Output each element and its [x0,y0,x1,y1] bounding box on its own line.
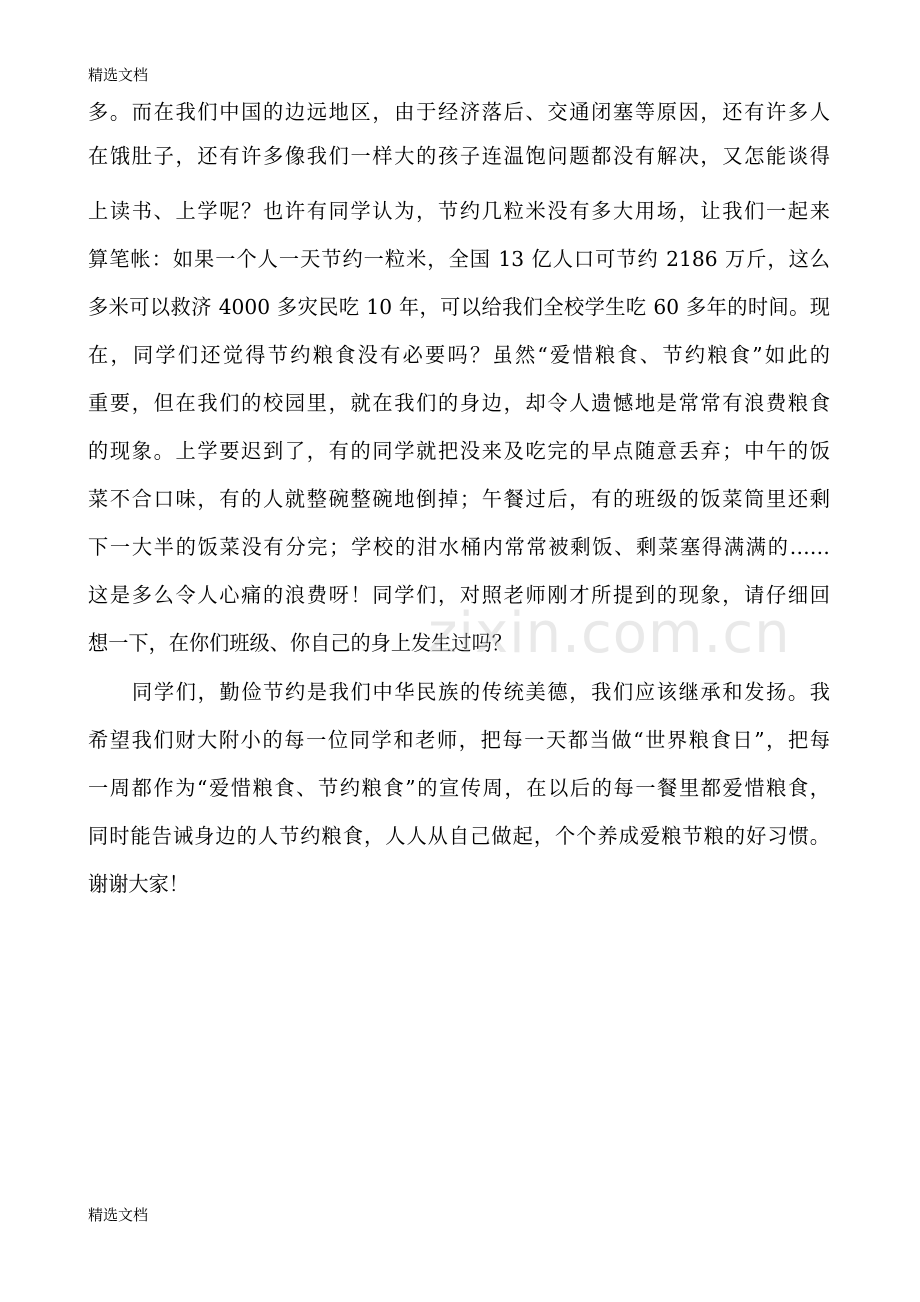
watermark: zixin.com.cn [428,601,791,666]
paragraph-1-line-3: 上读书、上学呢？也许有同学认为，节约几粒米没有多大用场，让我们一起来 [88,199,830,223]
page-header-label: 精选文档 [88,66,149,84]
paragraph-1-line-10: 下一大半的饭菜没有分完；学校的泔水桶内常常被剩饭、剩菜塞得满满的…… [88,535,830,559]
paragraph-2-line-1: 同学们，勤俭节约是我们中华民族的传统美德，我们应该继承和发扬。我 [132,680,830,704]
paragraph-1-line-11: 这是多么令人心痛的浪费呀！同学们，对照老师刚才所提到的现象，请仔细回 [88,583,830,607]
paragraph-1-line-9: 菜不合口味，有的人就整碗整碗地倒掉；午餐过后，有的班级的饭菜筒里还剩 [88,487,830,511]
paragraph-2-line-2: 希望我们财大附小的每一位同学和老师，把每一天都当做“世界粮食日”，把每 [88,728,830,752]
paragraph-2-line-4: 同时能告诫身边的人节约粮食，人人从自己做起，个个养成爱粮节粮的好习惯。 [88,824,830,848]
paragraph-1-line-8: 的现象。上学要迟到了，有的同学就把没来及吃完的早点随意丢弃；中午的饭 [88,439,830,463]
paragraph-1-line-6: 在，同学们还觉得节约粮食没有必要吗？虽然“爱惜粮食、节约粮食”如此的 [88,343,830,367]
paragraph-1-line-7: 重要，但在我们的校园里，就在我们的身边，却令人遗憾地是常常有浪费粮食 [88,391,830,415]
paragraph-1-line-12: 想一下，在你们班级、你自己的身上发生过吗？ [88,631,512,655]
paragraph-1-line-1: 多。而在我们中国的边远地区，由于经济落后、交通闭塞等原因，还有许多人 [88,100,830,124]
paragraph-2-line-3: 一周都作为“爱惜粮食、节约粮食”的宣传周，在以后的每一餐里都爱惜粮食， [88,776,830,800]
paragraph-1-line-4: 算笔帐：如果一个人一天节约一粒米，全国 13 亿人口可节约 2186 万斤，这么 [88,247,830,271]
paragraph-2-line-5: 谢谢大家！ [88,872,189,896]
paragraph-1-line-5: 多米可以救济 4000 多灾民吃 10 年，可以给我们全校学生吃 60 多年的时间。现 [88,295,830,319]
page-footer-label: 精选文档 [88,1206,149,1224]
paragraph-1-line-2: 在饿肚子，还有许多像我们一样大的孩子连温饱问题都没有解决，又怎能谈得 [88,144,830,168]
